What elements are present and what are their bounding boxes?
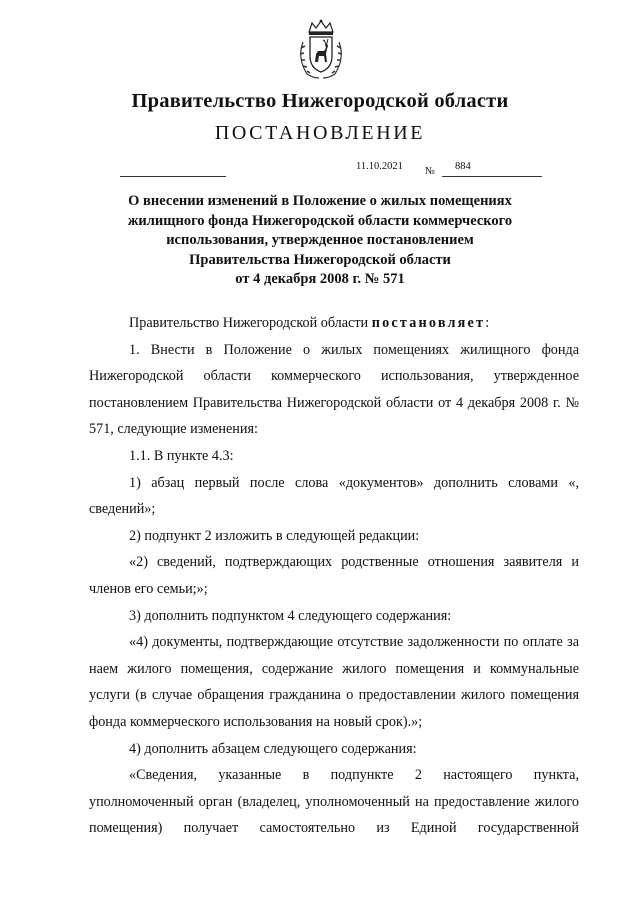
number-label: №	[425, 166, 436, 177]
subject-line: жилищного фонда Нижегородской области коммерческого	[127, 212, 513, 229]
subject-line: О внесении изменений в Положение о жилых помещениях	[128, 193, 512, 209]
body-paragraph: «Сведения, указанные в подпункте 2 настоящего пункта, уполномоченный орган (владелец, уполномоченный на предоставление жилого помещения) получает самостоятельно из Единой государственной	[89, 767, 579, 837]
organization-name: Правительство Нижегородской области	[131, 90, 509, 112]
document-type: ПОСТАНОВЛЕНИЕ	[214, 122, 426, 144]
document-number: 884	[455, 161, 471, 172]
body-paragraph: 4) дополнить абзацем следующего содержания:	[129, 740, 417, 757]
coat-of-arms-icon	[295, 18, 347, 80]
subject-line: от 4 декабря 2008 г. № 571	[235, 271, 405, 287]
body-paragraph: 1) абзац первый после слова «документов» дополнить словами «, сведений»;	[89, 474, 579, 518]
body-paragraph: «4) документы, подтверждающие отсутствие задолженности по оплате за наем жилого помещения, содержание жилого помещения и коммунальные услуги (в случае обращения гражданина о предоставлении жилого помещения фонда коммерческого использования на новый срок).»;	[89, 634, 579, 730]
subject-line: Правительства Нижегородской области	[189, 251, 451, 268]
number-underline	[442, 176, 542, 177]
subject-line: использования, утвержденное постановлением	[166, 232, 474, 248]
body-paragraph: 1. Внести в Положение о жилых помещениях жилищного фонда Нижегородской области коммерческого использования, утвержденное постановлением Правительства Нижегородской области от 4 декабря 2008 г. № 571, следующие изменения:	[89, 341, 579, 438]
document-body	[89, 310, 579, 842]
intro-decree-word: постановляет	[371, 315, 486, 331]
body-paragraph: 3) дополнить подпунктом 4 следующего содержания:	[129, 607, 452, 624]
intro-suffix: :	[485, 315, 490, 331]
date-underline	[120, 176, 226, 177]
body-paragraph: 1.1. В пункте 4.3:	[129, 447, 234, 464]
document-subject	[100, 192, 540, 290]
intro-prefix: Правительство Нижегородской области	[129, 315, 372, 331]
body-paragraph: 2) подпункт 2 изложить в следующей редакции:	[129, 527, 420, 544]
body-paragraph: «2) сведений, подтверждающих родственные отношения заявителя и членов его семьи;»;	[89, 554, 579, 597]
document-date: 11.10.2021	[356, 161, 403, 172]
intro-paragraph	[89, 310, 579, 337]
